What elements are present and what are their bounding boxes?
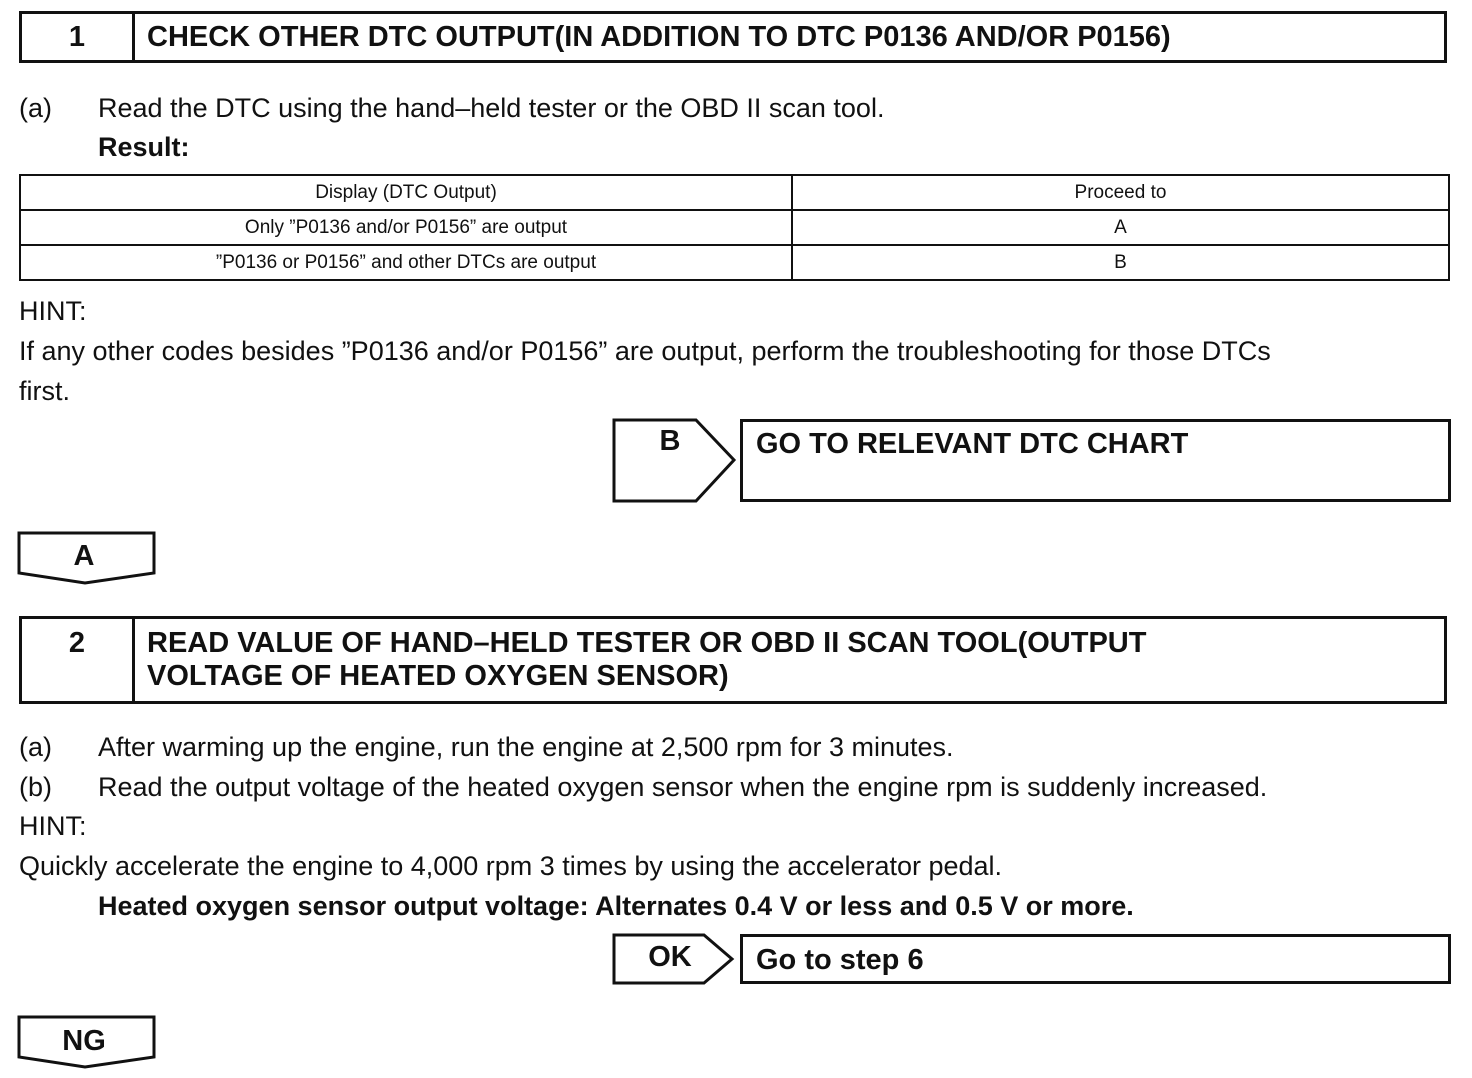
table-row (20, 210, 1449, 245)
step-2-header (19, 616, 1447, 704)
step-1-hint-line-1: If any other codes besides ”P0136 and/or P0156” are output, perform the troubleshooting for those DTCs (19, 336, 1271, 366)
step-1-number: 1 (22, 14, 135, 60)
step-1-hint-line-2: first. (19, 376, 70, 406)
step-1-header (19, 11, 1447, 63)
step-2-number: 2 (22, 619, 135, 701)
step-2-hint-text: Quickly accelerate the engine to 4,000 rpm 3 times by using the accelerator pedal. (19, 851, 1003, 881)
table-header-row (20, 175, 1449, 210)
step-2-hint-label: HINT: (19, 811, 87, 841)
table-header-proceed: Proceed to (792, 175, 1449, 210)
step-1-item-a-label: (a) (19, 93, 52, 123)
step-2-title-line-1: READ VALUE OF HAND–HELD TESTER OR OBD II SCAN TOOL(OUTPUT (147, 627, 1147, 659)
result-label: Result: (98, 132, 190, 162)
step-1-hint-label: HINT: (19, 296, 87, 326)
step-2-item-a-text: After warming up the engine, run the engine at 2,500 rpm for 3 minutes. (98, 732, 954, 762)
step-2-title-line-2: VOLTAGE OF HEATED OXYGEN SENSOR) (147, 660, 729, 692)
step-1-item-a-text: Read the DTC using the hand–held tester or the OBD II scan tool. (98, 93, 885, 123)
table-cell: Only ”P0136 and/or P0156” are output (20, 210, 792, 245)
result-table (19, 174, 1450, 281)
table-row (20, 245, 1449, 280)
step-2-item-a-label: (a) (19, 732, 52, 762)
branch-ok-result-text: Go to step 6 (756, 944, 924, 976)
branch-ng-label: NG (62, 1025, 106, 1057)
step-2-item-b-label: (b) (19, 772, 52, 802)
table-cell: A (792, 210, 1449, 245)
branch-b-result-box (740, 419, 1451, 502)
step-1-title: CHECK OTHER DTC OUTPUT(IN ADDITION TO DTC P0136 AND/OR P0156) (147, 21, 1171, 53)
step-2-item-b-text: Read the output voltage of the heated oxygen sensor when the engine rpm is suddenly increased. (98, 772, 1268, 802)
table-cell: ”P0136 or P0156” and other DTCs are output (20, 245, 792, 280)
branch-a-label: A (73, 540, 95, 572)
branch-ok-result-box (740, 934, 1451, 984)
branch-b-result-text: GO TO RELEVANT DTC CHART (756, 428, 1189, 460)
table-cell: B (792, 245, 1449, 280)
branch-b-label: B (659, 425, 681, 457)
spec-text: Heated oxygen sensor output voltage: Alternates 0.4 V or less and 0.5 V or more. (98, 891, 1134, 921)
branch-ok-label: OK (648, 941, 692, 973)
table-header-display: Display (DTC Output) (20, 175, 792, 210)
